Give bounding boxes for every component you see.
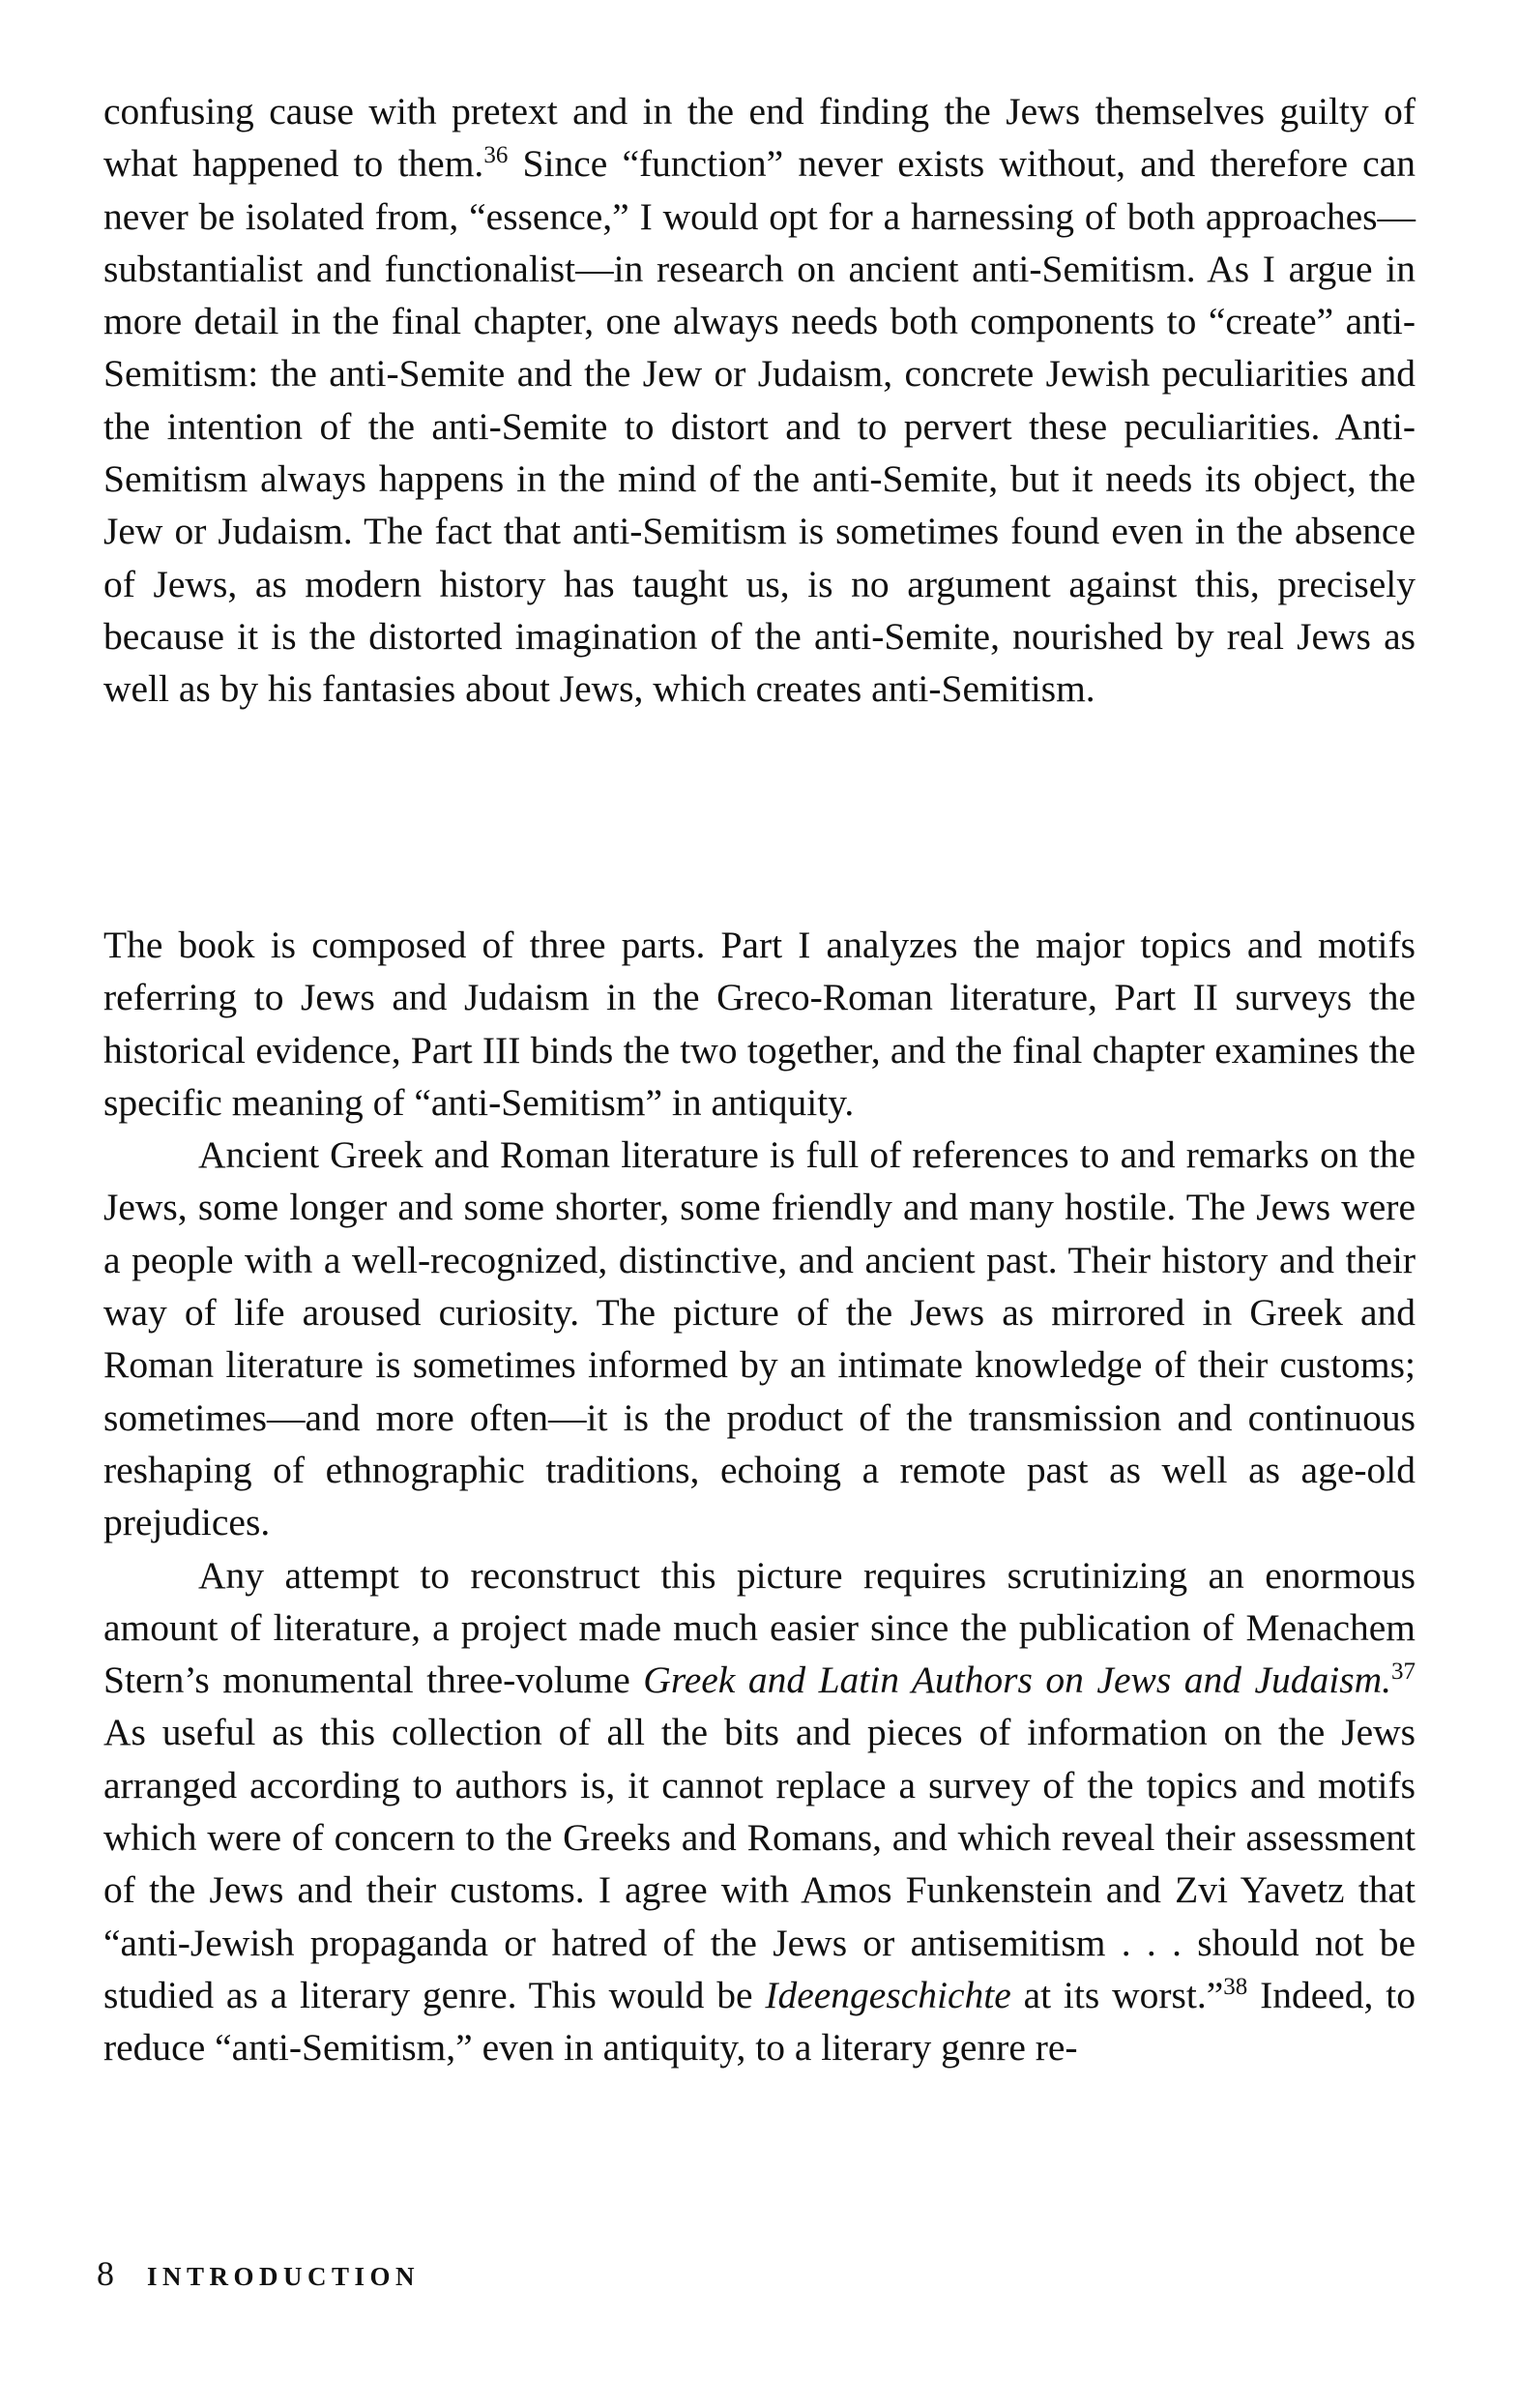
- page-footer: [97, 2253, 420, 2294]
- text-run: Indeed, to reduce “anti-Semitism,” even in antiquity, to a literary genre re-: [103, 1973, 1416, 2070]
- paragraph: [103, 85, 1416, 716]
- text-run: Since “function” never exists without, and therefore can never be isolated from, “essence,” I would opt for a harnessing of both approaches—substantialist and functionalist—in research on ancient anti-Semitism. As I argue in more detail in the final chapter, one always needs both components to “create” anti-Semitism: the anti-Semite and the Jew or Judaism, concrete Jewish peculiarities and the intention of the anti-Semite to distort and to pervert these peculiarities. Anti-Semitism always happens in the mind of the anti-Semite, but it needs its object, the Jew or Judaism. The fact that anti-Semitism is sometimes found even in the absence of Jews, as modern history has taught us, is no argument against this, precisely because it is the distorted imagination of the anti-Semite, nourished by real Jews as well as by his fantasies about Jews, which creates anti-Semitism.: [103, 142, 1416, 711]
- book-title: Greek and Latin Authors on Jews and Judaism.: [643, 1659, 1392, 1702]
- text-run: at its worst.”: [1010, 1973, 1224, 2016]
- page-number: 8: [97, 2254, 114, 2293]
- italic-term: Ideengeschichte: [765, 1973, 1011, 2016]
- paragraph: [103, 1549, 1416, 2074]
- paragraph: Ancient Greek and Roman literature is full of references to and remarks on the Jews, some longer and some shorter, some friendly and many hostile. The Jews were a people with a well-recognized, distinctive, and ancient past. Their history and their way of life aroused curiosity. The picture of the Jews as mirrored in Greek and Roman literature is sometimes informed by an intimate knowledge of their customs; sometimes—and more often—it is the product of the transmission and continuous reshaping of ethnographic traditions, echoing a remote past as well as age-old prejudices.: [103, 1133, 1416, 1544]
- text-run: As useful as this collection of all the bits and pieces of information on the Jews arranged according to authors is, it cannot replace a survey of the topics and motifs which were of concern to the Greeks and Romans, and which reveal their assessment of the Jews and their customs. I agree with Amos Funkenstein and Zvi Yavetz that “anti-Jewish propaganda or hatred of the Jews or antisemitism . . . should not be studied as a literary genre. This would be: [103, 1711, 1416, 2016]
- footnote-marker: 38: [1223, 1973, 1248, 2000]
- footnote-marker: 36: [483, 142, 509, 169]
- text-run: Any attempt to reconstruct this picture requires scrutinizing an enormous amount of literature, a project made much easier since the publication of Menachem Stern’s monumental three-volume: [103, 1553, 1416, 1702]
- paragraph: The book is composed of three parts. Part I analyzes the major topics and motifs referring to Jews and Judaism in the Greco-Roman literature, Part II surveys the historical evidence, Part III binds the two together, and the final chapter examines the specific meaning of “anti-Semitism” in antiquity.: [103, 924, 1416, 1124]
- top-text-block: [103, 85, 1416, 716]
- running-title: INTRODUCTION: [147, 2262, 421, 2291]
- text-run: confusing cause with pretext and in the end finding the Jews themselves guilty of what happened to them.: [103, 90, 1416, 186]
- footnote-marker: 37: [1391, 1659, 1416, 1686]
- bottom-text-block: [103, 919, 1416, 2074]
